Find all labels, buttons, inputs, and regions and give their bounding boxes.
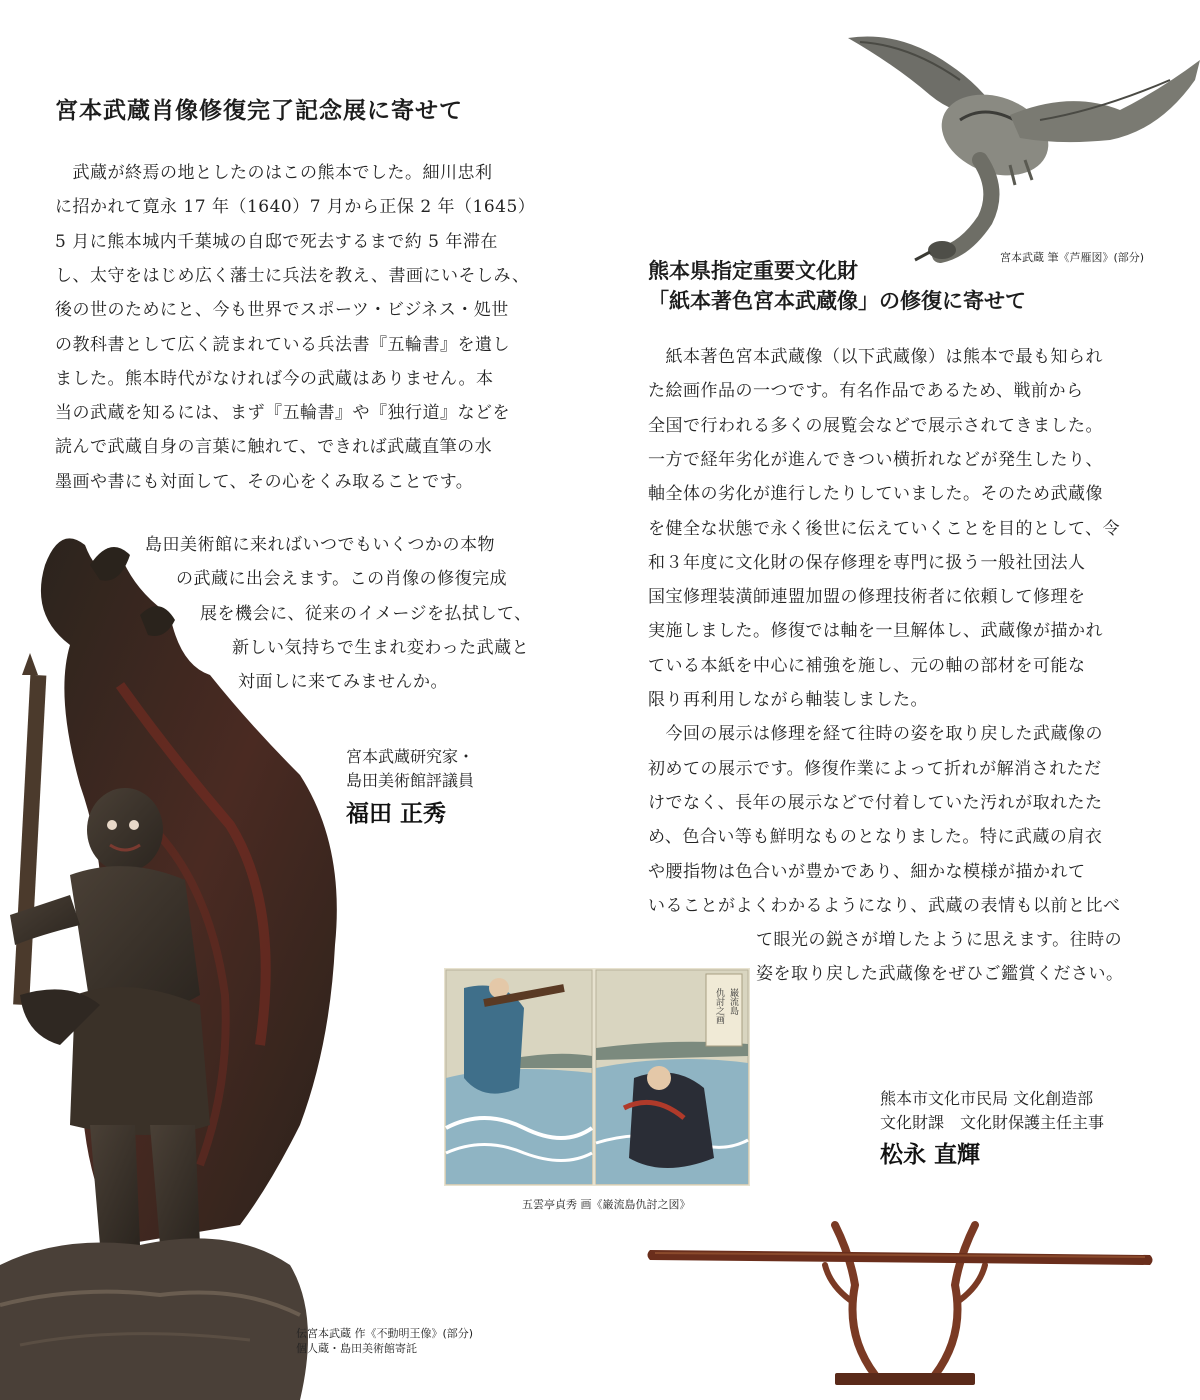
right-author-title-2: 文化財課 文化財保護主任主事 — [880, 1113, 1105, 1132]
paragraph-line: 紙本著色宮本武蔵像（以下武蔵像）は熊本で最も知られ — [648, 347, 1103, 367]
paragraph-line: 初めての展示です。修復作業によって折れが解消されただ — [648, 758, 1102, 779]
paragraph-line: 実施しました。修復では軸を一旦解体し、武蔵像が描かれ — [648, 621, 1103, 642]
right-article-title-2: 「紙本著色宮本武蔵像」の修復に寄せて — [648, 288, 1026, 313]
statue-caption-2: 個人蔵・島田美術館寄託 — [296, 1342, 417, 1355]
left-author-title-2: 島田美術館評議員 — [346, 771, 475, 790]
wooden-sword-stand-image — [645, 1215, 1160, 1395]
paragraph-line: の教科書として広く読まれている兵法書『五輪書』を遺し — [55, 334, 510, 355]
paragraph-line: ている本紙を中心に補強を施し、元の軸の部材を可能な — [648, 655, 1086, 676]
paragraph-line: けでなく、長年の展示などで付着していた汚れが取れたた — [648, 792, 1103, 813]
paragraph-line: 対面しに来てみませんか。 — [238, 672, 448, 693]
paragraph-line: 読んで武蔵自身の言葉に触れて、できれば武蔵直筆の水 — [55, 437, 493, 458]
print-inscription-2: 仇討之画 — [714, 988, 724, 1024]
paragraph-line: 展を機会に、従来のイメージを払拭して、 — [200, 603, 532, 624]
goose-ink-painting-image — [840, 20, 1200, 270]
statue-caption-1: 伝宮本武蔵 作《不動明王像》(部分) — [296, 1327, 474, 1340]
paragraph-line: 軸全体の劣化が進行したりしていました。そのため武蔵像 — [648, 484, 1103, 505]
print-inscription-1: 巌流島 — [728, 988, 738, 1015]
ganryujima-woodblock-print-image — [444, 968, 750, 1186]
paragraph-line: ました。熊本時代がなければ今の武蔵はありません。本 — [55, 368, 494, 389]
paragraph-line: に招かれて寛永 17 年（1640）7 月から正保 2 年（1645） — [55, 197, 536, 218]
paragraph-line: し、太守をはじめ広く藩士に兵法を教え、書画にいそしみ、 — [55, 265, 530, 286]
paragraph-line: を健全な状態で永く後世に伝えていくことを目的として、令 — [648, 518, 1121, 539]
right-author-name: 松永 直輝 — [880, 1142, 981, 1168]
paragraph-line: 国宝修理装潢師連盟加盟の修理技術者に依頼して修理を — [648, 587, 1086, 608]
paragraph-line: て眼光の鋭さが増したように思えます。往時の — [756, 930, 1123, 951]
paragraph-line: た絵画作品の一つです。有名作品であるため、戦前から — [648, 381, 1084, 402]
paragraph-line: 当の武蔵を知るには、まず『五輪書』や『独行道』などを — [55, 403, 510, 424]
right-article-title-1: 熊本県指定重要文化財 — [648, 258, 858, 283]
paragraph-line: め、色合い等も鮮明なものとなりました。特に武蔵の肩衣 — [648, 827, 1103, 848]
paragraph-line: 新しい気持ちで生まれ変わった武蔵と — [232, 637, 530, 658]
paragraph-line: 姿を取り戻した武蔵像をぜひご鑑賞ください。 — [756, 964, 1124, 985]
goose-caption: 宮本武蔵 筆《芦雁図》(部分) — [1000, 251, 1145, 264]
paragraph-line: 武蔵が終焉の地としたのはこの熊本でした。細川忠利 — [55, 163, 493, 183]
left-author-title-1: 宮本武蔵研究家・ — [346, 747, 475, 766]
left-author-name: 福田 正秀 — [346, 801, 447, 827]
right-author-title-1: 熊本市文化市民局 文化創造部 — [880, 1089, 1094, 1108]
paragraph-line: 5 月に熊本城内千葉城の自邸で死去するまで約 5 年滞在 — [55, 231, 498, 252]
paragraph-line: や腰指物は色合いが豊かであり、細かな模様が描かれて — [648, 861, 1086, 882]
paragraph-line: 和３年度に文化財の保存修理を専門に扱う一般社団法人 — [648, 552, 1086, 573]
paragraph-line: 島田美術館に来ればいつでもいくつかの本物 — [145, 535, 495, 555]
paragraph-line: 全国で行われる多くの展覧会などで展示されてきました。 — [648, 415, 1103, 436]
paragraph-line: 今回の展示は修理を経て往時の姿を取り戻した武蔵像の — [648, 724, 1103, 745]
left-article-title: 宮本武蔵肖像修復完了記念展に寄せて — [55, 97, 463, 124]
paragraph-line: いることがよくわかるようになり、武蔵の表情も以前と比べ — [648, 895, 1121, 916]
paragraph-line: 限り再利用しながら軸装しました。 — [648, 690, 928, 710]
paragraph-line: 後の世のためにと、今も世界でスポーツ・ビジネス・処世 — [55, 300, 509, 321]
paragraph-line: 一方で経年劣化が進んできつい横折れなどが発生したり、 — [648, 449, 1103, 470]
print-caption: 五雲亭貞秀 画《巌流島仇討之図》 — [522, 1198, 691, 1211]
paragraph-line: 墨画や書にも対面して、その心をくみ取ることです。 — [55, 471, 474, 492]
paragraph-line: の武蔵に出会えます。この肖像の修復完成 — [176, 569, 508, 590]
